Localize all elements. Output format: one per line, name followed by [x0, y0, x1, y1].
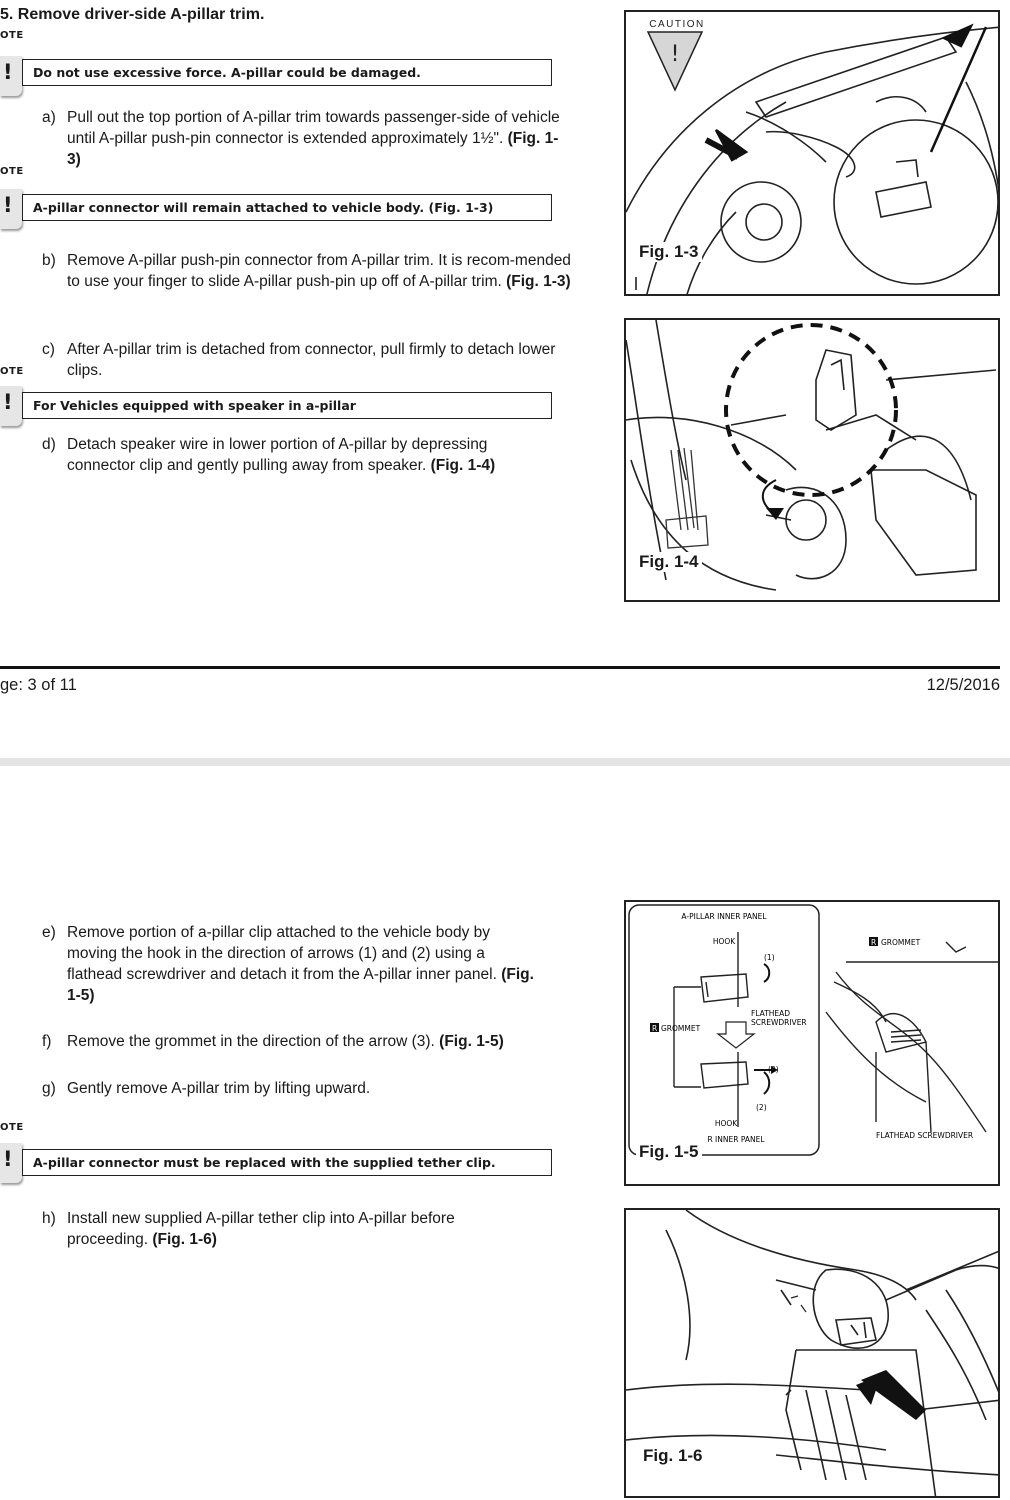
svg-text:HOOK: HOOK: [712, 937, 736, 946]
warning-icon: !: [0, 56, 22, 96]
step-title: 5. Remove driver-side A-pillar trim.: [0, 6, 265, 23]
warning-icon: !: [0, 1143, 22, 1183]
svg-text:(2): (2): [756, 1103, 767, 1112]
page-separator: [0, 758, 1010, 766]
svg-text:R: R: [871, 938, 877, 947]
note-text: A-pillar connector will remain attached to vehicle body. (Fig. 1-3): [33, 200, 494, 215]
note-text: A-pillar connector must be replaced with the supplied tether clip.: [33, 1155, 496, 1170]
figure-1-3: [624, 10, 1000, 296]
figure-1-6: [624, 1208, 1000, 1498]
note-label: OTE: [0, 30, 24, 41]
svg-text:GROMMET: GROMMET: [661, 1024, 701, 1033]
figure-caption: Fig. 1-5: [636, 1142, 702, 1162]
svg-text:A-PILLAR INNER PANEL: A-PILLAR INNER PANEL: [681, 912, 767, 921]
svg-text:SCREWDRIVER: SCREWDRIVER: [751, 1018, 807, 1027]
warning-icon: !: [0, 386, 22, 426]
figure-caption: Fig. 1-6: [640, 1446, 706, 1466]
figure-caption: Fig. 1-4: [636, 552, 702, 572]
note-text: Do not use excessive force. A-pillar could be damaged.: [33, 65, 421, 80]
note-box: [22, 392, 552, 419]
svg-text:HOOK: HOOK: [714, 1119, 738, 1128]
note-label: OTE: [0, 1122, 24, 1133]
page-date: 12/5/2016: [926, 676, 1000, 694]
note-label: OTE: [0, 366, 24, 377]
note-box: [22, 194, 552, 221]
note-label: OTE: [0, 166, 24, 177]
svg-text:(1): (1): [764, 953, 775, 962]
note-box: [22, 1149, 552, 1176]
footer-rule: [0, 666, 1000, 669]
caution-mark: !: [670, 42, 680, 67]
figure-caption: Fig. 1-3: [636, 242, 702, 262]
figure-1-5: [624, 900, 1000, 1186]
svg-text:(3): (3): [768, 1065, 779, 1074]
warning-icon: !: [0, 189, 22, 229]
svg-text:FLATHEAD SCREWDRIVER: FLATHEAD SCREWDRIVER: [876, 1131, 974, 1140]
svg-text:R INNER PANEL: R INNER PANEL: [707, 1135, 765, 1144]
note-box: [22, 59, 552, 86]
svg-text:R: R: [652, 1024, 658, 1033]
page-number: ge: 3 of 11: [0, 676, 77, 694]
caution-label: CAUTION: [649, 19, 705, 30]
note-text: For Vehicles equipped with speaker in a-pillar: [33, 398, 356, 413]
svg-text:GROMMET: GROMMET: [881, 938, 921, 947]
svg-text:FLATHEAD: FLATHEAD: [751, 1009, 791, 1018]
figure-1-4: [624, 318, 1000, 602]
